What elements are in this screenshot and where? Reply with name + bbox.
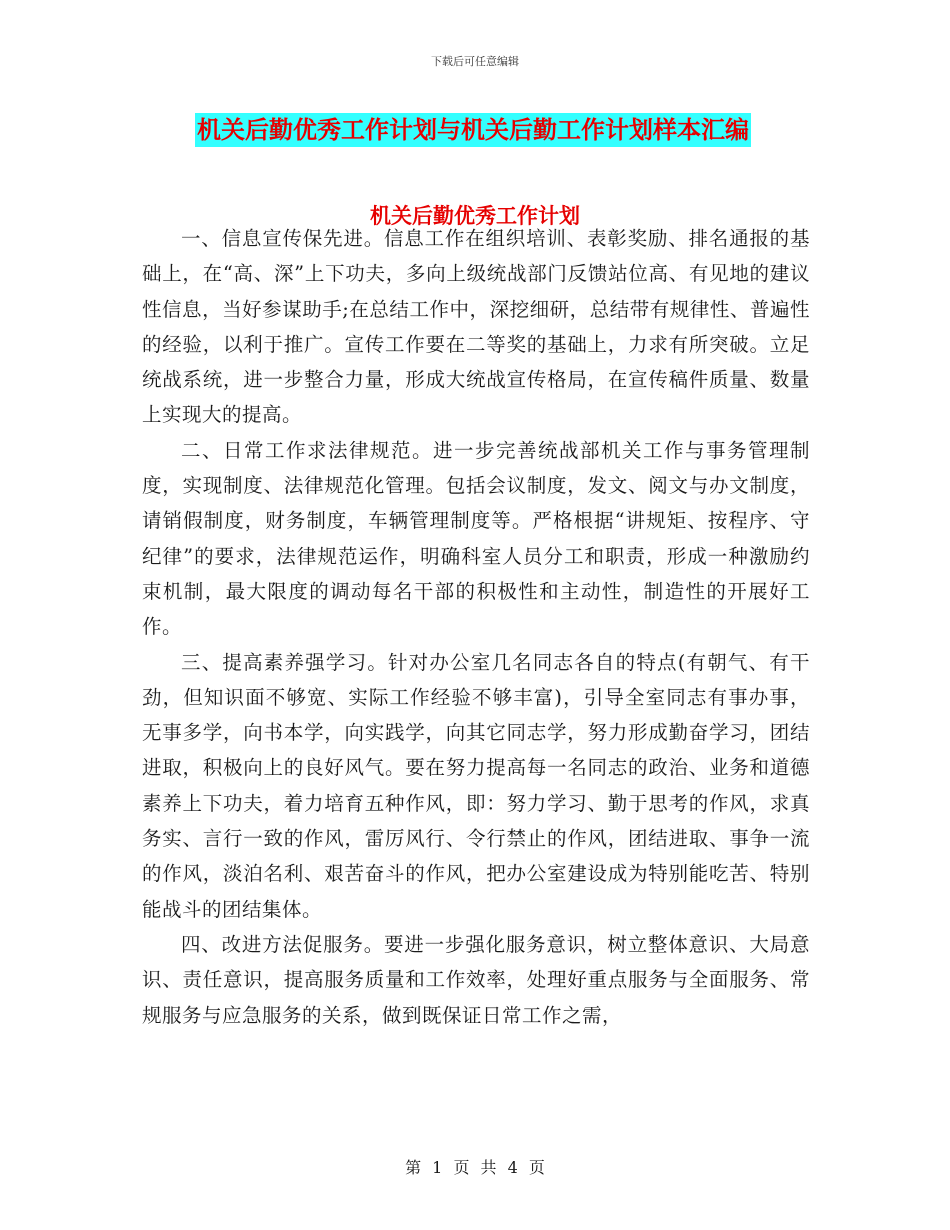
document-title-container xyxy=(195,113,751,147)
paragraph-3: 三、提高素养强学习。针对办公室几名同志各自的特点(有朝气、有干劲，但知识面不够宽、实际工作经验不够丰富)，引导全室同志有事办事，无事多学，向书本学，向实践学，向其它同志学，努力形成勤奋学习，团结进取，积极向上的良好风气。要在努力提高每一名同志的政治、业务和道德素养上下功夫，着力培育五种作风，即：努力学习、勤于思考的作风，求真务实、言行一致的作风，雷厉风行、令行禁止的作风，团结进取、事争一流的作风，淡泊名利、艰苦奋斗的作风，把办公室建设成为特别能吃苦、特别能战斗的团结集体。 xyxy=(142,650,810,921)
paragraph-1: 一、信息宣传保先进。信息工作在组织培训、表彰奖励、排名通报的基础上，在“高、深”上下功夫，多向上级统战部门反馈站位高、有见地的建议性信息，当好参谋助手;在总结工作中，深挖细研，总结带有规律性、普遍性的经验，以利于推广。宣传工作要在二等奖的基础上，力求有所突破。立足统战系统，进一步整合力量，形成大统战宣传格局，在宣传稿件质量、数量上实现大的提高。 xyxy=(142,227,810,427)
paragraph-2: 二、日常工作求法律规范。进一步完善统战部机关工作与事务管理制度，实现制度、法律规范化管理。包括会议制度，发文、阅文与办文制度，请销假制度，财务制度，车辆管理制度等。严格根据“讲规矩、按程序、守纪律”的要求，法律规范运作，明确科室人员分工和职责，形成一种激励约束机制，最大限度的调动每名干部的积极性和主动性，制造性的开展好工作。 xyxy=(142,438,810,639)
page-number-footer: 第 1 页 共 4 页 xyxy=(405,1158,545,1177)
paragraph-4: 四、改进方法促服务。要进一步强化服务意识，树立整体意识、大局意识、责任意识，提高服务质量和工作效率，处理好重点服务与全面服务、常规服务与应急服务的关系，做到既保证日常工作之需， xyxy=(142,932,810,1027)
document-title: 机关后勤优秀工作计划与机关后勤工作计划样本汇编 xyxy=(195,113,751,147)
section-title: 机关后勤优秀工作计划 xyxy=(370,204,580,228)
header-note: 下载后可任意编辑 xyxy=(431,55,519,68)
document-body xyxy=(142,221,810,1033)
